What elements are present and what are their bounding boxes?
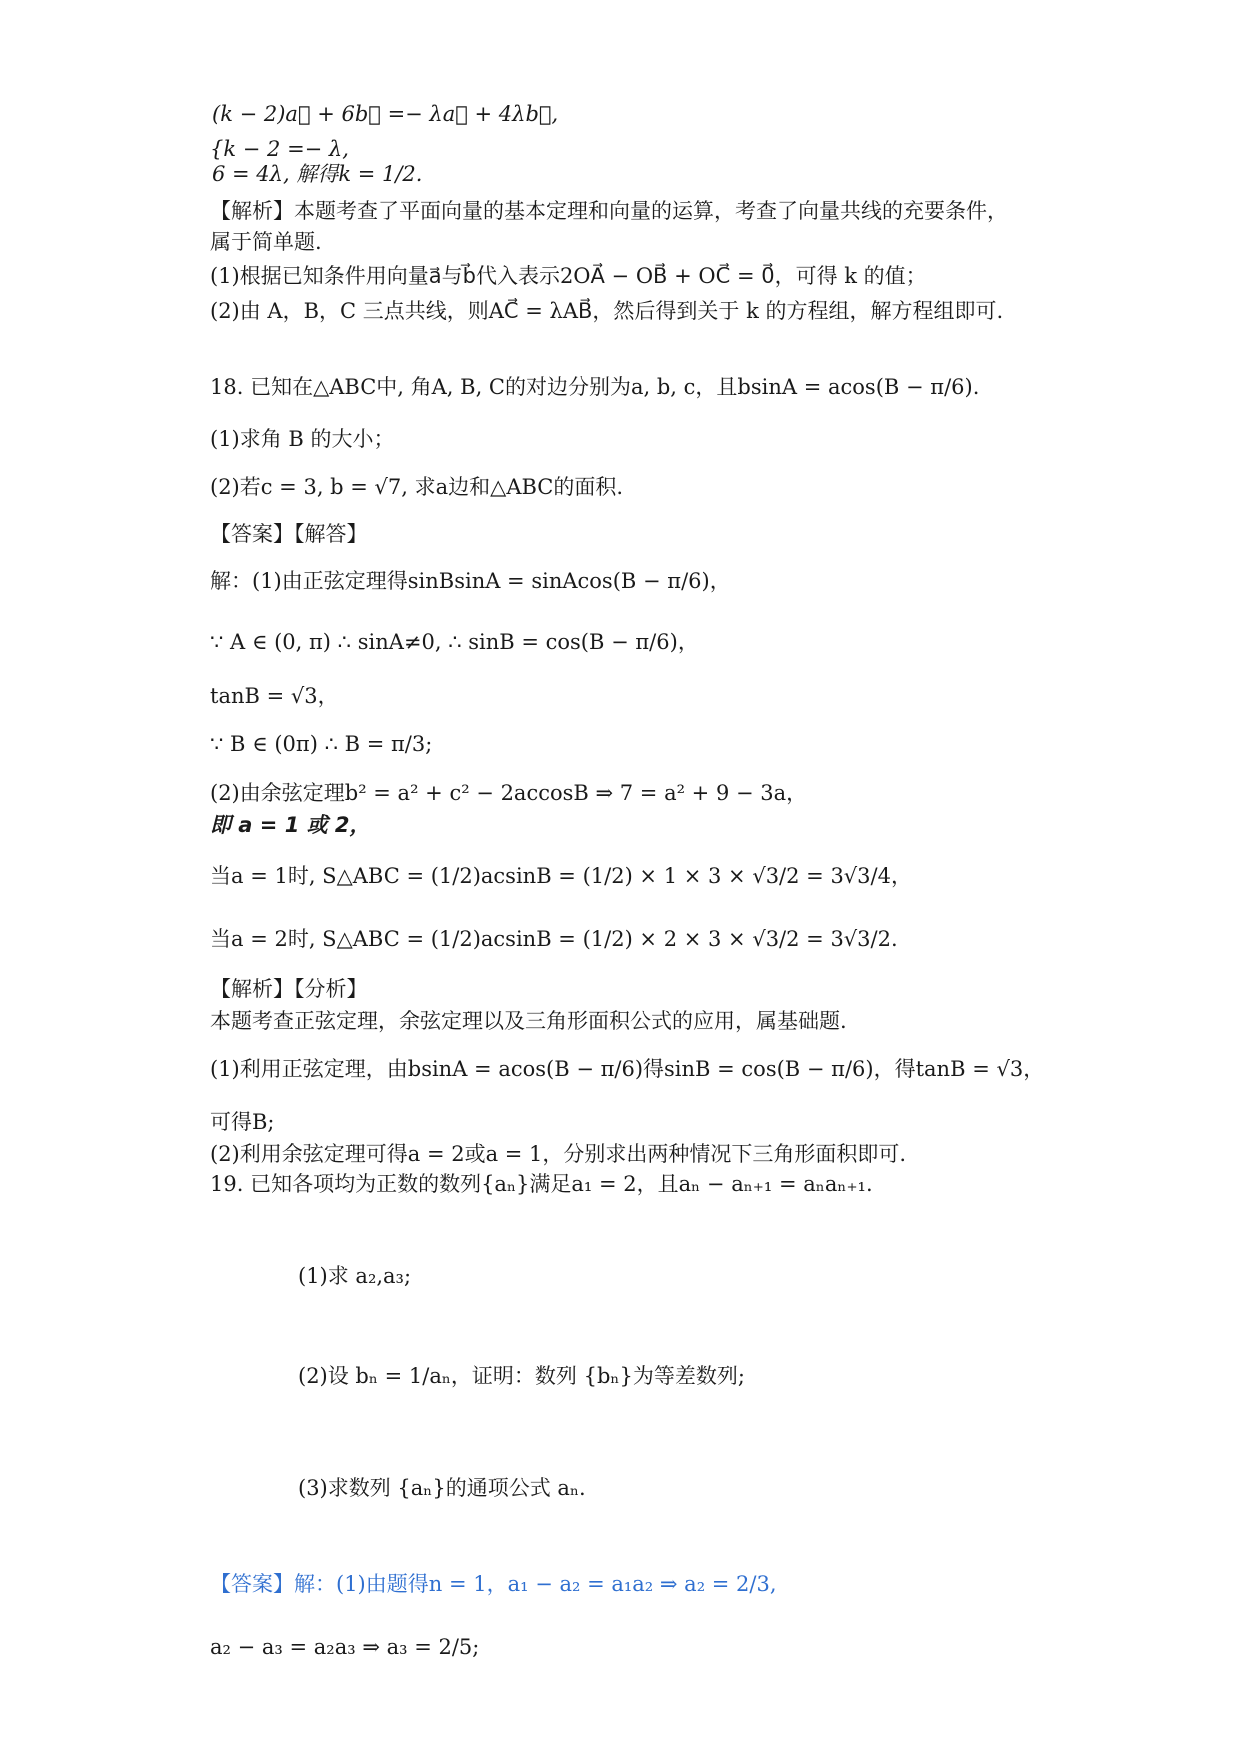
text-line: 当a = 1时, S△ABC = (1/2)acsinB = (1/2) × 1 × 3 × √3/2 = 3√3/4， bbox=[210, 864, 912, 888]
sub-question: (3)求数列 {aₙ}的通项公式 aₙ. bbox=[298, 1476, 586, 1500]
text-line: (k − 2)a⃗ + 6b⃗ =− λa⃗ + 4λb⃗, bbox=[212, 102, 559, 126]
text-line: (1)根据已知条件用向量a⃗与b⃗代入表示2OA⃗ − OB⃗ + OC⃗ = 0⃗，可得 k 的值； bbox=[210, 264, 927, 288]
sub-question: (1)求 a₂,a₃; bbox=[298, 1264, 412, 1288]
text-line: (1)利用正弦定理，由bsinA = acos(B − π/6)得sinB = cos(B − π/6)，得tanB = √3， bbox=[210, 1057, 1045, 1081]
question-18: 18. 已知在△ABC中, 角A, B, C的对边分别为a, b, c，且bsinA = acos(B − π/6). bbox=[210, 375, 980, 399]
text-line: (2)利用余弦定理可得a = 2或a = 1，分别求出两种情况下三角形面积即可. bbox=[210, 1142, 907, 1166]
text-line: 解：(1)由正弦定理得sinBsinA = sinAcos(B − π/6)， bbox=[210, 569, 731, 593]
text-line: 【解析】本题考查了平面向量的基本定理和向量的运算，考查了向量共线的充要条件， bbox=[210, 199, 1008, 223]
text-line: 本题考查正弦定理，余弦定理以及三角形面积公式的应用，属基础题. bbox=[210, 1009, 847, 1033]
text-line: (1)求角 B 的大小； bbox=[210, 427, 395, 451]
answer-label: 【答案】解：(1)由题得n = 1，a₁ − a₂ = a₁a₂ ⇒ a₂ = 2/3, bbox=[210, 1572, 777, 1596]
text-line: 当a = 2时, S△ABC = (1/2)acsinB = (1/2) × 2 × 3 × √3/2 = 3√3/2. bbox=[210, 927, 898, 951]
question-19: 19. 已知各项均为正数的数列{aₙ}满足a₁ = 2，且aₙ − aₙ₊₁ = aₙaₙ₊₁. bbox=[210, 1172, 873, 1196]
text-line: tanB = √3， bbox=[210, 684, 339, 708]
text-line: a₂ − a₃ = a₂a₃ ⇒ a₃ = 2/5; bbox=[210, 1635, 480, 1659]
text-line: 即 a = 1 或 2， bbox=[210, 813, 371, 837]
text-line: 可得B; bbox=[210, 1110, 275, 1134]
text-line: (2)由 A，B，C 三点共线，则AC⃗ = λAB⃗，然后得到关于 k 的方程组，解方程组即可. bbox=[210, 299, 1004, 323]
text-line: ∵ B ∈ (0π) ∴ B = π/3; bbox=[210, 732, 433, 756]
text-line: 属于简单题. bbox=[210, 230, 322, 254]
text-line: (2)若c = 3, b = √7, 求a边和△ABC的面积. bbox=[210, 475, 624, 499]
text-line: (2)由余弦定理b² = a² + c² − 2accosB ⇒ 7 = a² + 9 − 3a， bbox=[210, 781, 808, 805]
text-line: 6 = 4λ, 解得k = 1/2. bbox=[212, 162, 423, 186]
analysis-label: 【解析】【分析】 bbox=[210, 977, 368, 1001]
answer-label: 【答案】【解答】 bbox=[210, 522, 368, 546]
text-line: ∵ A ∈ (0, π) ∴ sinA≠0, ∴ sinB = cos(B − π/6)， bbox=[210, 630, 699, 654]
text-line: {k − 2 =− λ, bbox=[210, 137, 349, 161]
sub-question: (2)设 bₙ = 1/aₙ，证明：数列 {bₙ}为等差数列; bbox=[298, 1364, 745, 1388]
